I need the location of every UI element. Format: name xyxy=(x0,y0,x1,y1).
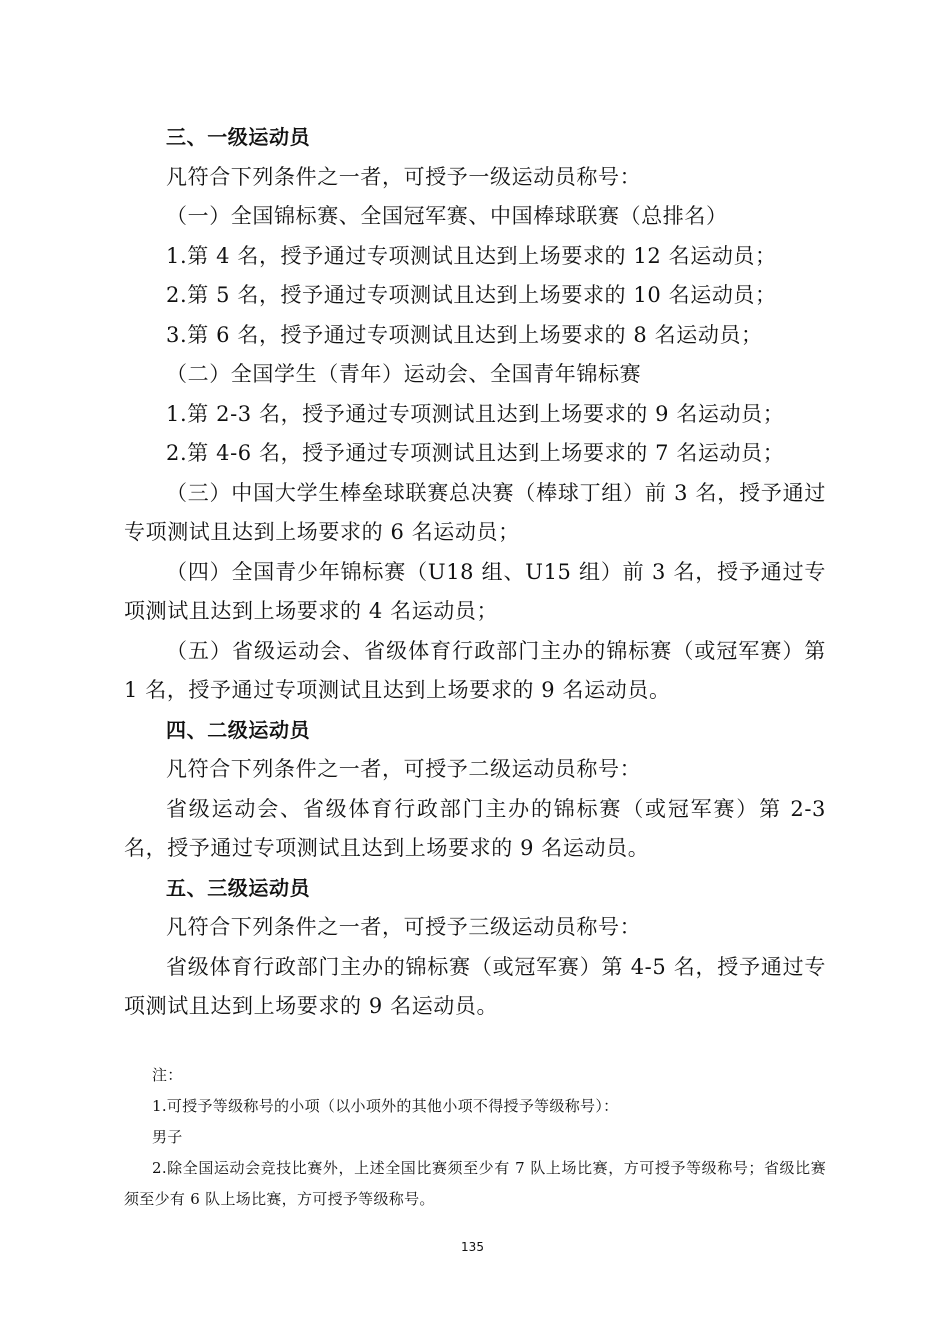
condition-item: 3.第 6 名，授予通过专项测试且达到上场要求的 8 名运动员； xyxy=(166,322,763,347)
condition-paragraph: （三）中国大学生棒垒球联赛总决赛（棒球丁组）前 3 名，授予通过专项测试且达到上场要求的 6 名运动员； xyxy=(124,480,826,544)
note-item: 2.除全国运动会竞技比赛外，上述全国比赛须至少有 7 队上场比赛，方可授予等级称号；省级比赛须至少有 6 队上场比赛，方可授予等级称号。 xyxy=(124,1159,826,1208)
condition-paragraph: 省级运动会、省级体育行政部门主办的锦标赛（或冠军赛）第 2-3 名，授予通过专项测试且达到上场要求的 9 名运动员。 xyxy=(124,796,826,860)
section-heading-level3: 五、三级运动员 xyxy=(166,875,311,900)
condition-paragraph: （五）省级运动会、省级体育行政部门主办的锦标赛（或冠军赛）第 1 名，授予通过专项测试且达到上场要求的 9 名运动员。 xyxy=(124,638,826,702)
condition-paragraph: （四）全国青少年锦标赛（U18 组、U15 组）前 3 名，授予通过专项测试且达到上场要求的 4 名运动员； xyxy=(124,559,826,623)
condition-item: 1.第 4 名，授予通过专项测试且达到上场要求的 12 名运动员； xyxy=(166,243,777,268)
condition-item: 1.第 2-3 名，授予通过专项测试且达到上场要求的 9 名运动员； xyxy=(166,401,785,426)
condition-paragraph: 省级体育行政部门主办的锦标赛（或冠军赛）第 4-5 名，授予通过专项测试且达到上场要求的 9 名运动员。 xyxy=(124,954,826,1018)
section-heading-level1: 三、一级运动员 xyxy=(166,125,311,149)
condition-heading: （二）全国学生（青年）运动会、全国青年锦标赛 xyxy=(166,362,642,386)
notes-label: 注： xyxy=(152,1066,183,1084)
notes-block xyxy=(124,1060,826,1215)
section-intro: 凡符合下列条件之一者，可授予三级运动员称号： xyxy=(166,915,642,939)
condition-heading: （一）全国锦标赛、全国冠军赛、中国棒球联赛（总排名） xyxy=(166,204,728,228)
section-heading-level2: 四、二级运动员 xyxy=(166,717,311,742)
condition-item: 2.第 5 名，授予通过专项测试且达到上场要求的 10 名运动员； xyxy=(166,283,777,307)
document-body xyxy=(124,118,826,1027)
page-number: 135 xyxy=(461,1240,484,1254)
note-value: 男子 xyxy=(152,1128,183,1146)
section-intro: 凡符合下列条件之一者，可授予二级运动员称号： xyxy=(166,757,642,781)
section-intro: 凡符合下列条件之一者，可授予一级运动员称号： xyxy=(166,164,642,189)
note-item: 1.可授予等级称号的小项（以小项外的其他小项不得授予等级称号）： xyxy=(152,1097,619,1115)
condition-item: 2.第 4-6 名，授予通过专项测试且达到上场要求的 7 名运动员； xyxy=(166,441,785,465)
